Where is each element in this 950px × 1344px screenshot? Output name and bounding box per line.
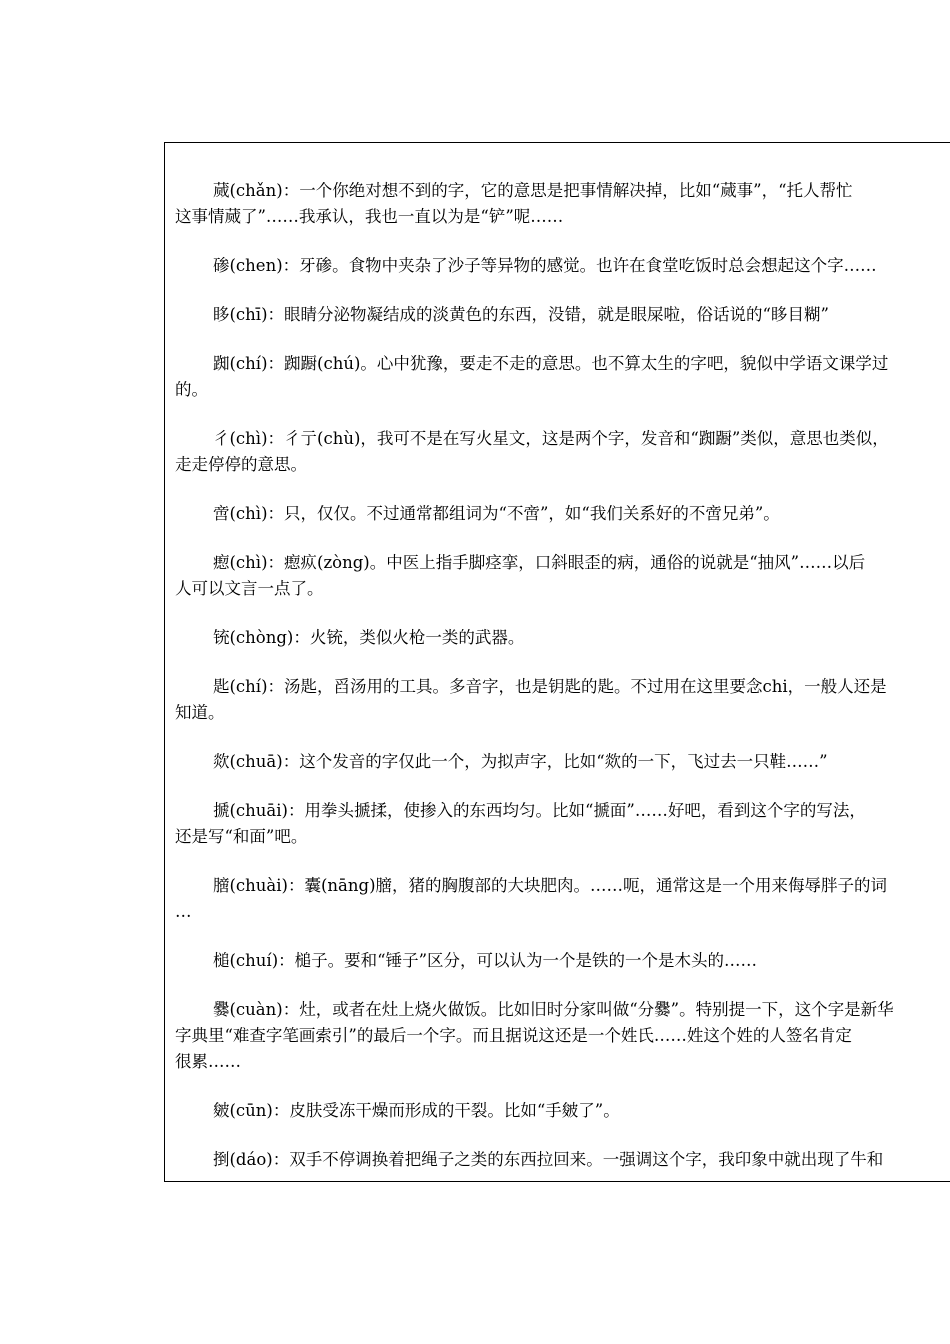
dictionary-entry bbox=[175, 625, 524, 651]
dictionary-entry bbox=[175, 351, 888, 403]
entry-line: 匙(chí)：汤匙，舀汤用的工具。多音字，也是钥匙的匙。不过用在这里要念chi，一般人还是 bbox=[213, 677, 887, 696]
entry-line: 搋(chuāi)：用拳头搋揉，使掺入的东西均匀。比如“搋面”……好吧，看到这个字的写法， bbox=[213, 801, 866, 820]
entry-line: 碜(chen)：牙碜。食物中夹杂了沙子等异物的感觉。也许在食堂吃饭时总会想起这个字…… bbox=[213, 256, 877, 275]
entry-line: 的。 bbox=[175, 380, 208, 399]
dictionary-entry bbox=[175, 674, 887, 726]
dictionary-entry bbox=[175, 798, 866, 850]
entry-line: 膪(chuài)：囊(nāng)膪，猪的胸腹部的大块肥肉。……呃，通常这是一个用来侮辱胖子的词 bbox=[213, 876, 888, 895]
entry-line: 还是写“和面”吧。 bbox=[175, 827, 308, 846]
entry-line: 这事情蒇了”……我承认，我也一直以为是“铲”呢…… bbox=[175, 207, 564, 226]
dictionary-entry bbox=[175, 426, 889, 478]
entry-line: 字典里“难查字笔画索引”的最后一个字。而且据说这还是一个姓氏……姓这个姓的人签名肯定 bbox=[175, 1026, 852, 1045]
entry-line: 瘛(chì)：瘛疭(zòng)。中医上指手脚痉挛，口斜眼歪的病，通俗的说就是“抽风”……以后 bbox=[213, 553, 866, 572]
entry-line: 人可以文言一点了。 bbox=[175, 579, 324, 598]
entry-line: 爨(cuàn)：灶，或者在灶上烧火做饭。比如旧时分家叫做“分爨”。特别提一下，这个字是新华 bbox=[213, 1000, 894, 1019]
entry-line: 走走停停的意思。 bbox=[175, 455, 307, 474]
dictionary-entry bbox=[175, 550, 865, 602]
dictionary-entry bbox=[175, 749, 828, 775]
dictionary-entry bbox=[175, 501, 780, 527]
document-frame bbox=[164, 142, 950, 1182]
dictionary-entry bbox=[175, 178, 853, 230]
dictionary-entry bbox=[175, 1098, 620, 1124]
entry-line: 铳(chòng)：火铳，类似火枪一类的武器。 bbox=[213, 628, 525, 647]
entry-line: … bbox=[175, 902, 192, 921]
entry-line: 知道。 bbox=[175, 703, 225, 722]
entry-line: 蒇(chǎn)：一个你绝对想不到的字，它的意思是把事情解决掉，比如“蒇事”，“托人帮忙 bbox=[213, 181, 853, 200]
entry-line: 捯(dáo)：双手不停调换着把绳子之类的东西拉回来。一强调这个字，我印象中就出现了牛和 bbox=[213, 1150, 884, 1169]
entry-line: 槌(chuí)：槌子。要和“锤子”区分，可以认为一个是铁的一个是木头的…… bbox=[213, 951, 758, 970]
entry-line: 眵(chī)：眼睛分泌物凝结成的淡黄色的东西，没错，就是眼屎啦，俗话说的“眵目糊” bbox=[213, 305, 829, 324]
entry-line: 皴(cūn)：皮肤受冻干燥而形成的干裂。比如“手皴了”。 bbox=[213, 1101, 620, 1120]
entry-line: 欻(chuā)：这个发音的字仅此一个，为拟声字，比如“欻的一下，飞过去一只鞋……” bbox=[213, 752, 828, 771]
dictionary-entry bbox=[175, 253, 877, 279]
entry-line: 啻(chì)：只，仅仅。不过通常都组词为“不啻”，如“我们关系好的不啻兄弟”。 bbox=[213, 504, 780, 523]
entry-line: 很累…… bbox=[175, 1052, 241, 1071]
dictionary-entry bbox=[175, 302, 829, 328]
entry-line: 踟(chí)：踟蹰(chú)。心中犹豫，要走不走的意思。也不算太生的字吧，貌似中学语文课学过 bbox=[213, 354, 889, 373]
dictionary-entry bbox=[175, 873, 887, 925]
dictionary-entry bbox=[175, 1147, 883, 1173]
entry-line: 彳(chì)：彳亍(chù)，我可不是在写火星文，这是两个字，发音和“踟蹰”类似，意思也类似， bbox=[213, 429, 889, 448]
dictionary-entry bbox=[175, 948, 757, 974]
dictionary-entry bbox=[175, 997, 894, 1075]
